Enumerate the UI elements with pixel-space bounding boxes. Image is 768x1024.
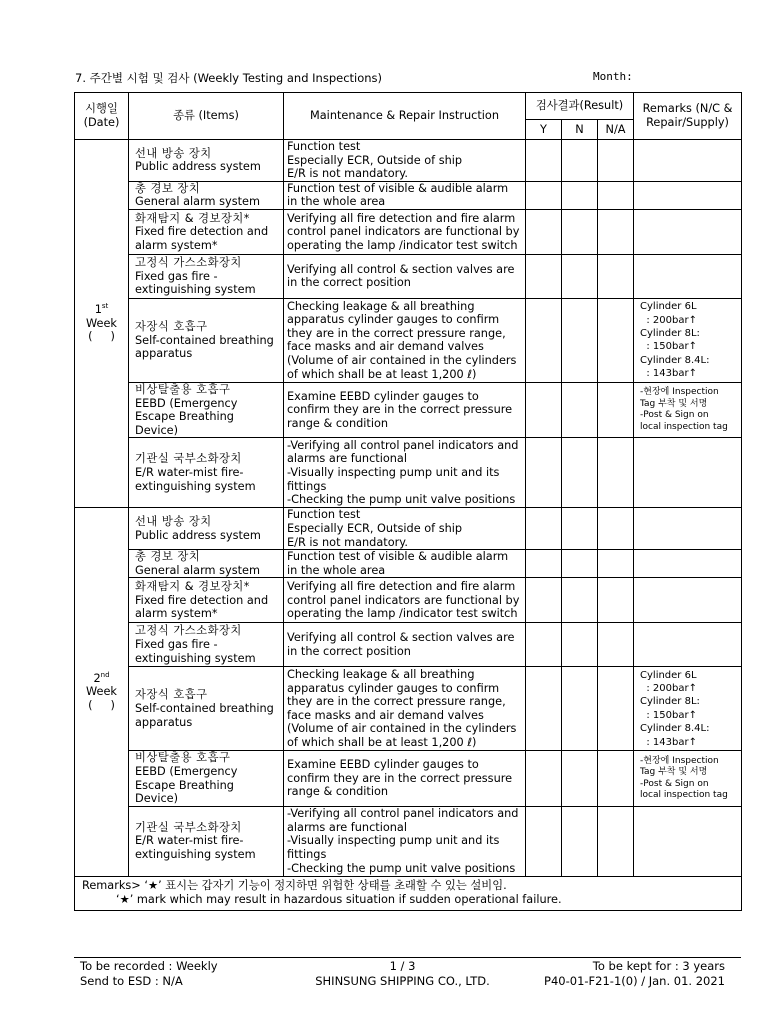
remark-cell[interactable] <box>634 550 742 578</box>
item-cell <box>129 209 284 254</box>
item-english: Self-contained breathing apparatus <box>135 333 274 361</box>
item-korean: 기관실 국부소화장치 <box>135 452 242 466</box>
item-english: EEBD (Emergency Escape Breathing Device) <box>135 764 238 806</box>
instruction-line: of which shall be at least 1,200 ℓ) <box>287 367 477 381</box>
instruction-cell <box>284 209 526 254</box>
remarks-note-korean: Remarks> ‘★’ 표시는 갑자기 기능이 정지하면 위험한 상태를 초래할 수 있는 설비임. <box>82 878 507 892</box>
item-english: Public address system <box>135 528 261 542</box>
remark-cell[interactable] <box>634 254 742 298</box>
instruction-line: alarms are functional <box>287 820 407 834</box>
instruction-line: E/R is not mandatory. <box>287 167 408 181</box>
result-na-header: N/A <box>598 120 634 140</box>
instruction-line: (Volume of air contained in the cylinders <box>287 722 517 736</box>
inspection-table-body <box>75 93 742 877</box>
remark-line: -현장에 Inspection <box>640 755 719 766</box>
item-korean: 자장식 호흡구 <box>135 688 208 702</box>
instruction-line: in the correct position <box>287 644 411 658</box>
instruction-line: in the whole area <box>287 563 386 577</box>
instruction-line: Function test of visible & audible alarm <box>287 550 509 564</box>
inspection-row <box>75 623 742 667</box>
item-cell <box>129 667 284 751</box>
inspection-row <box>75 438 742 508</box>
instruction-line: Especially ECR, Outside of ship <box>287 521 463 535</box>
week-word: Week <box>86 685 117 699</box>
remark-cell[interactable] <box>634 382 742 437</box>
inspection-row <box>75 298 742 382</box>
remark-line: local inspection tag <box>640 790 728 800</box>
inspection-row <box>75 254 742 298</box>
date-header-ko: 시행일 <box>85 102 118 116</box>
result-na-cell[interactable] <box>598 438 634 508</box>
instruction-cell <box>284 181 526 209</box>
result-y-cell[interactable] <box>526 806 562 876</box>
result-na-cell[interactable] <box>598 623 634 667</box>
result-n-cell[interactable] <box>562 751 598 806</box>
month-label: Month: <box>593 70 633 83</box>
instruction-line: -Visually inspecting pump unit and its <box>287 834 500 848</box>
remark-line: Tag 부착 및 서명 <box>640 398 708 409</box>
item-english: E/R water-mist fire- extinguishing system <box>135 834 256 861</box>
page-footer <box>80 959 725 989</box>
result-n-cell[interactable] <box>562 382 598 437</box>
items-header: 종류 (Items) <box>129 93 284 140</box>
instruction-line: -Verifying all control panel indicators and <box>287 807 519 821</box>
instruction-cell <box>284 578 526 623</box>
instruction-line: control panel indicators are functional by <box>287 593 520 607</box>
footer-retention: To be kept for : 3 years <box>592 959 725 973</box>
week-number: 2 <box>93 671 101 685</box>
result-na-cell[interactable] <box>598 751 634 806</box>
remark-cell[interactable] <box>634 667 742 751</box>
instruction-line: Function test of visible & audible alarm <box>287 181 509 195</box>
result-na-cell[interactable] <box>598 667 634 751</box>
inspection-row <box>75 667 742 751</box>
instruction-line: Verifying all fire detection and fire alarm <box>287 579 516 593</box>
remark-line: -현장에 Inspection <box>640 387 719 398</box>
item-cell <box>129 806 284 876</box>
item-cell <box>129 298 284 382</box>
remark-line: -Post & Sign on <box>640 410 709 421</box>
instruction-line: confirm they are in the correct pressure <box>287 403 513 417</box>
item-english: Fixed fire detection and alarm system* <box>135 593 269 621</box>
instruction-line: face masks and air demand valves <box>287 340 484 354</box>
remark-line: : 200bar↑ <box>640 683 697 694</box>
item-korean: 비상탈출용 호흡구 <box>135 751 231 765</box>
result-y-cell[interactable] <box>526 667 562 751</box>
instruction-line: E/R is not mandatory. <box>287 535 408 549</box>
instruction-line: apparatus cylinder gauges to confirm <box>287 681 500 695</box>
result-y-cell[interactable] <box>526 508 562 550</box>
result-y-cell[interactable] <box>526 438 562 508</box>
form-heading <box>75 70 735 86</box>
instruction-line: apparatus cylinder gauges to confirm <box>287 313 500 327</box>
instruction-line: Verifying all control & section valves are <box>287 631 515 645</box>
result-n-cell[interactable] <box>562 806 598 876</box>
item-korean: 화재탐지 & 경보장치* <box>135 211 250 225</box>
item-cell <box>129 140 284 182</box>
remark-line: : 143bar↑ <box>640 736 697 748</box>
remark-line: local inspection tag <box>640 421 728 432</box>
remark-line: : 150bar↑ <box>640 341 697 353</box>
result-y-header: Y <box>526 120 562 140</box>
item-cell <box>129 181 284 209</box>
item-cell <box>129 578 284 623</box>
week-date-blank: ( ) <box>88 698 115 712</box>
instruction-header: Maintenance & Repair Instruction <box>284 93 526 140</box>
result-y-cell[interactable] <box>526 751 562 806</box>
result-na-cell[interactable] <box>598 806 634 876</box>
remark-cell[interactable] <box>634 438 742 508</box>
remark-line: Cylinder 6L <box>640 669 697 681</box>
form-title: 7. 주간별 시험 및 검사 (Weekly Testing and Inspections) <box>75 71 383 85</box>
remarks-note-row <box>75 876 742 910</box>
week-ordinal-suffix: st <box>101 302 109 311</box>
instruction-line: Examine EEBD cylinder gauges to <box>287 758 479 772</box>
result-y-cell[interactable] <box>526 254 562 298</box>
item-korean: 선내 방송 장치 <box>135 515 212 529</box>
item-english: E/R water-mist fire- extinguishing system <box>135 466 256 493</box>
item-korean: 고정식 가스소화장치 <box>135 256 242 270</box>
item-korean: 자장식 호흡구 <box>135 320 208 334</box>
instruction-line: in the correct position <box>287 276 411 290</box>
remark-cell[interactable] <box>634 751 742 806</box>
item-english: Fixed fire detection and alarm system* <box>135 225 269 252</box>
week-date-blank: ( ) <box>88 330 115 344</box>
remark-line: Cylinder 6L <box>640 301 697 313</box>
instruction-line: Checking leakage & all breathing <box>287 299 475 313</box>
result-y-cell[interactable] <box>526 623 562 667</box>
result-n-cell[interactable] <box>562 298 598 382</box>
item-cell <box>129 438 284 508</box>
inspection-row <box>75 806 742 876</box>
week-label <box>75 508 129 876</box>
instruction-cell <box>284 667 526 751</box>
result-y-cell[interactable] <box>526 550 562 578</box>
result-na-cell[interactable] <box>598 181 634 209</box>
footer-recorded: To be recorded : Weekly <box>80 959 218 973</box>
instruction-cell <box>284 140 526 182</box>
item-korean: 고정식 가스소화장치 <box>135 624 242 638</box>
instruction-cell <box>284 438 526 508</box>
remark-line: : 150bar↑ <box>640 709 697 721</box>
instruction-line: fittings <box>287 479 327 493</box>
footer-page-number: 1 / 3 <box>389 959 416 973</box>
instruction-line: confirm they are in the correct pressure <box>287 771 513 785</box>
item-korean: 총 경보 장치 <box>135 550 201 564</box>
footer-company: SHINSUNG SHIPPING CO., LTD. <box>315 974 490 988</box>
inspection-row <box>75 382 742 437</box>
instruction-line: range & condition <box>287 785 389 799</box>
instruction-line: in the whole area <box>287 195 386 209</box>
result-na-cell[interactable] <box>598 508 634 550</box>
result-n-cell[interactable] <box>562 667 598 751</box>
result-n-cell[interactable] <box>562 181 598 209</box>
result-y-cell[interactable] <box>526 181 562 209</box>
date-header <box>75 93 129 140</box>
instruction-line: Function test <box>287 140 361 153</box>
item-english: EEBD (Emergency Escape Breathing Device) <box>135 396 238 437</box>
item-english: Public address system <box>135 160 261 174</box>
result-y-cell[interactable] <box>526 298 562 382</box>
instruction-line: Examine EEBD cylinder gauges to <box>287 389 479 403</box>
result-n-cell[interactable] <box>562 578 598 623</box>
remark-line: Tag 부착 및 서명 <box>640 767 708 777</box>
instruction-line: they are in the correct pressure range, <box>287 695 506 709</box>
instruction-line: (Volume of air contained in the cylinders <box>287 354 517 368</box>
result-na-cell[interactable] <box>598 298 634 382</box>
result-y-cell[interactable] <box>526 140 562 182</box>
remark-cell[interactable] <box>634 508 742 550</box>
footer-document-number: P40-01-F21-1(0) / Jan. 01. 2021 <box>544 974 725 988</box>
item-english: General alarm system <box>135 563 260 577</box>
instruction-line: -Visually inspecting pump unit and its <box>287 466 500 480</box>
instruction-line: Checking leakage & all breathing <box>287 668 475 682</box>
week-word: Week <box>86 316 117 330</box>
inspection-row <box>75 751 742 806</box>
item-cell <box>129 751 284 806</box>
instruction-line: fittings <box>287 847 327 861</box>
instruction-line: Especially ECR, Outside of ship <box>287 153 463 167</box>
item-english: Fixed gas fire -extinguishing system <box>135 269 256 297</box>
result-na-cell[interactable] <box>598 140 634 182</box>
item-cell <box>129 550 284 578</box>
result-na-cell[interactable] <box>598 382 634 437</box>
instruction-line: control panel indicators are functional by <box>287 225 520 239</box>
result-n-cell[interactable] <box>562 550 598 578</box>
result-n-header: N <box>562 120 598 140</box>
result-header: 검사결과(Result) <box>526 93 634 120</box>
remark-cell[interactable] <box>634 181 742 209</box>
instruction-line: operating the lamp /indicator test switch <box>287 607 518 621</box>
inspection-row <box>75 181 742 209</box>
item-english: General alarm system <box>135 195 260 209</box>
instruction-line: operating the lamp /indicator test switch <box>287 238 518 252</box>
result-y-cell[interactable] <box>526 578 562 623</box>
remark-line: Cylinder 8L: <box>640 328 700 340</box>
item-korean: 총 경보 장치 <box>135 181 201 195</box>
result-y-cell[interactable] <box>526 209 562 254</box>
instruction-line: Verifying all fire detection and fire alarm <box>287 211 516 225</box>
inspection-row <box>75 508 742 550</box>
item-korean: 비상탈출용 호흡구 <box>135 382 231 396</box>
item-korean: 화재탐지 & 경보장치* <box>135 579 250 593</box>
result-y-cell[interactable] <box>526 382 562 437</box>
instruction-cell <box>284 298 526 382</box>
remark-cell[interactable] <box>634 209 742 254</box>
result-n-cell[interactable] <box>562 508 598 550</box>
remarks-note <box>75 876 742 910</box>
remark-line: Cylinder 8.4L: <box>640 723 710 735</box>
item-cell <box>129 508 284 550</box>
item-english: Self-contained breathing apparatus <box>135 702 274 729</box>
footer-divider <box>74 957 741 958</box>
instruction-line: Verifying all control & section valves are <box>287 262 515 276</box>
inspection-row <box>75 209 742 254</box>
instruction-cell <box>284 623 526 667</box>
remark-cell[interactable] <box>634 623 742 667</box>
item-cell <box>129 623 284 667</box>
week-ordinal-suffix: nd <box>100 670 110 679</box>
result-na-cell[interactable] <box>598 209 634 254</box>
result-n-cell[interactable] <box>562 254 598 298</box>
result-na-cell[interactable] <box>598 254 634 298</box>
instruction-cell <box>284 550 526 578</box>
inspection-row <box>75 578 742 623</box>
result-na-cell[interactable] <box>598 550 634 578</box>
remark-line: : 143bar↑ <box>640 368 697 380</box>
instruction-line: range & condition <box>287 416 389 430</box>
instruction-cell <box>284 806 526 876</box>
instruction-line: face masks and air demand valves <box>287 708 484 722</box>
item-korean: 선내 방송 장치 <box>135 146 212 160</box>
instruction-cell <box>284 508 526 550</box>
instruction-cell <box>284 254 526 298</box>
instruction-line: of which shall be at least 1,200 ℓ) <box>287 736 477 749</box>
result-n-cell[interactable] <box>562 623 598 667</box>
result-n-cell[interactable] <box>562 209 598 254</box>
date-header-en: (Date) <box>83 116 120 129</box>
result-n-cell[interactable] <box>562 438 598 508</box>
remarks-note-english: ‘★’ mark which may result in hazardous situation if sudden operational failure. <box>116 893 562 907</box>
instruction-line: alarms are functional <box>287 452 407 466</box>
remark-line: -Post & Sign on <box>640 778 709 789</box>
inspection-row <box>75 140 742 182</box>
remark-line: : 200bar↑ <box>640 314 697 326</box>
item-korean: 기관실 국부소화장치 <box>135 820 242 834</box>
header-row <box>75 93 742 120</box>
remark-cell[interactable] <box>634 806 742 876</box>
instruction-cell <box>284 751 526 806</box>
remark-line: Cylinder 8L: <box>640 696 700 708</box>
remarks-header: Remarks (N/C & Repair/Supply) <box>634 93 742 140</box>
remark-line: Cylinder 8.4L: <box>640 354 710 366</box>
item-cell <box>129 254 284 298</box>
remark-cell[interactable] <box>634 298 742 382</box>
instruction-line: -Checking the pump unit valve positions <box>287 861 516 875</box>
item-cell <box>129 382 284 437</box>
footer-send-to: Send to ESD : N/A <box>80 974 183 988</box>
instruction-line: Function test <box>287 508 361 522</box>
instruction-line: -Checking the pump unit valve positions <box>287 493 516 507</box>
item-english: Fixed gas fire -extinguishing system <box>135 638 256 665</box>
instruction-line: they are in the correct pressure range, <box>287 326 506 340</box>
instruction-line: -Verifying all control panel indicators and <box>287 438 519 452</box>
result-n-cell[interactable] <box>562 140 598 182</box>
remark-cell[interactable] <box>634 140 742 182</box>
week-label <box>75 140 129 508</box>
week-number: 1 <box>94 303 102 317</box>
remark-cell[interactable] <box>634 578 742 623</box>
instruction-cell <box>284 382 526 437</box>
result-na-cell[interactable] <box>598 578 634 623</box>
inspection-table <box>74 92 742 911</box>
inspection-row <box>75 550 742 578</box>
